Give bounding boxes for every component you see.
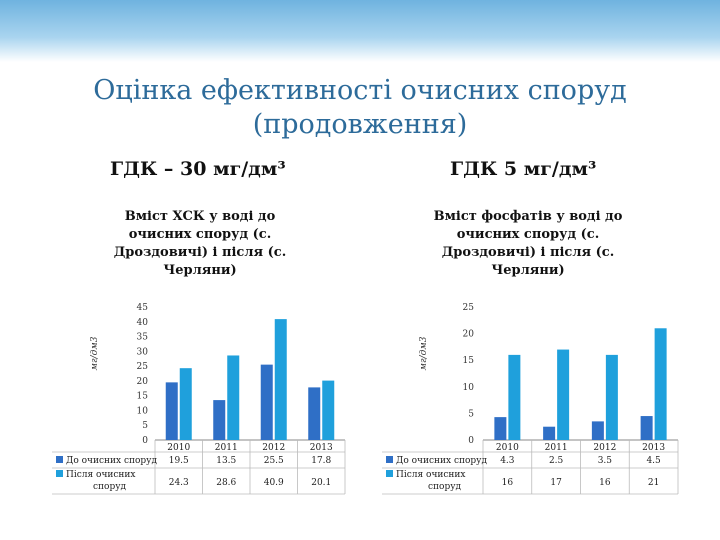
bar-before [166, 382, 178, 440]
y-tick-label: 10 [462, 382, 474, 393]
legend-key-before [386, 456, 393, 463]
legend-label-before: До очисних споруд [396, 456, 487, 466]
chart-title-line: Дроздовичі) і після (с. [441, 245, 615, 260]
bar-after [227, 355, 239, 440]
x-tick-label: 2010 [167, 443, 191, 453]
data-label-before: 4.3 [500, 456, 515, 466]
data-label-before: 19.5 [168, 456, 189, 466]
y-tick-label: 20 [462, 329, 474, 340]
legend-label-after: споруд [93, 482, 127, 492]
data-label-after: 16 [599, 478, 611, 488]
data-label-after: 17 [550, 478, 562, 488]
chart-title-line: очисних споруд (с. [128, 227, 272, 242]
gdk-label-left: ГДК – 30 мг/дм³ [110, 158, 286, 180]
x-tick-label: 2013 [309, 443, 333, 453]
y-tick-label: 5 [142, 421, 148, 432]
data-label-after: 16 [501, 478, 514, 488]
bar-after [508, 355, 520, 440]
bar-after [275, 319, 287, 440]
y-tick-label: 40 [136, 317, 148, 328]
bar-before [641, 416, 653, 440]
y-tick-label: 30 [136, 347, 148, 358]
y-tick-label: 15 [462, 356, 474, 367]
data-label-before: 13.5 [216, 456, 237, 466]
data-label-before: 4.5 [646, 456, 661, 466]
bar-before [213, 400, 225, 440]
y-tick-label: 45 [136, 303, 148, 313]
chart-title-line: Дроздовичі) і після (с. [113, 245, 287, 260]
y-tick-label: 25 [136, 362, 148, 373]
y-tick-label: 10 [136, 406, 148, 417]
bar-after [557, 350, 569, 440]
x-tick-label: 2011 [544, 443, 568, 453]
bar-before [308, 387, 320, 440]
chart-title-line: Вміст фосфатів у воді до [433, 209, 623, 224]
bar-before [592, 421, 604, 440]
y-axis-label: мг/дм3 [90, 336, 100, 371]
data-label-before: 17.8 [311, 456, 332, 466]
x-tick-label: 2012 [593, 443, 617, 453]
bar-before [494, 417, 506, 440]
chart-title-line: Вміст ХСК у воді до [124, 209, 276, 224]
x-tick-label: 2012 [262, 443, 286, 453]
y-tick-label: 0 [142, 436, 148, 446]
bar-after [606, 355, 618, 440]
legend-label-after: споруд [428, 482, 462, 492]
data-label-after: 40.9 [263, 478, 284, 488]
chart-title-line: Черляни) [163, 263, 237, 278]
legend-key-after [386, 470, 393, 477]
bar-after [180, 368, 192, 440]
page-title-line2: (продовження) [252, 109, 468, 140]
data-label-before: 3.5 [597, 456, 613, 466]
legend-key-before [56, 456, 63, 463]
y-tick-label: 15 [136, 391, 148, 402]
bar-after [322, 381, 334, 440]
bar-before [543, 427, 555, 440]
chart-title-line: Черляни) [491, 263, 565, 278]
y-tick-label: 25 [462, 303, 474, 313]
chart-title-line: очисних споруд (с. [456, 227, 600, 242]
data-label-after: 24.3 [168, 478, 189, 488]
bar-after [655, 328, 667, 440]
data-label-after: 28.6 [216, 478, 237, 488]
data-label-after: 20.1 [311, 478, 332, 488]
legend-key-after [56, 470, 63, 477]
y-tick-label: 0 [468, 436, 474, 446]
y-tick-label: 5 [468, 409, 474, 420]
y-tick-label: 20 [136, 376, 148, 387]
bar-before [261, 365, 273, 440]
y-axis-label: мг/дм3 [419, 336, 429, 371]
data-label-before: 25.5 [263, 456, 284, 466]
gdk-label-right: ГДК 5 мг/дм³ [450, 158, 597, 180]
legend-label-after: Після очисних [396, 470, 466, 480]
legend-label-after: Після очисних [66, 470, 136, 480]
legend-label-before: До очисних споруд [66, 456, 157, 466]
x-tick-label: 2011 [214, 443, 238, 453]
x-tick-label: 2010 [495, 443, 519, 453]
y-tick-label: 35 [136, 332, 148, 343]
x-tick-label: 2013 [642, 443, 666, 453]
data-label-after: 21 [647, 478, 660, 488]
page-title-line1: Оцінка ефективності очисних споруд [93, 75, 627, 106]
data-label-before: 2.5 [548, 456, 564, 466]
